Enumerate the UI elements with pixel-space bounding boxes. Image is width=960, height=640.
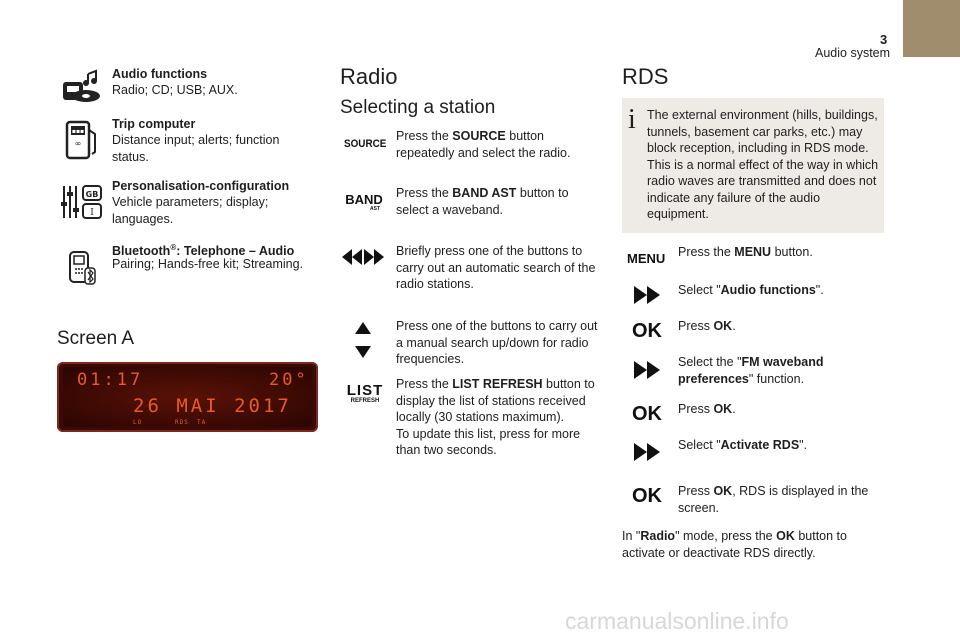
feature-title: Personalisation-configuration xyxy=(112,179,290,193)
double-arrow-icon xyxy=(634,286,662,309)
radio-step xyxy=(340,376,610,466)
page-number: 3 xyxy=(880,32,888,47)
step-text: Select "Audio functions". xyxy=(678,283,824,297)
feature-desc: Pairing; Hands-free kit; Streaming. xyxy=(112,257,304,271)
feature-audio xyxy=(60,66,310,108)
step-text: Press the SOURCE button repeatedly and select the radio. xyxy=(396,129,571,160)
music-note-icon xyxy=(60,68,102,111)
rds-step xyxy=(622,282,892,312)
rds-step xyxy=(622,483,892,519)
rds-step xyxy=(622,244,892,274)
step-text: Press OK. xyxy=(678,402,736,416)
step-text: Press the LIST REFRESH button to display the list of stations received locally (30 stations maximum). To update this list, press for more than two seconds. xyxy=(396,377,595,457)
step-text: Press the BAND AST button to select a waveband. xyxy=(396,186,569,217)
rds-step xyxy=(622,318,892,348)
fuel-pump-icon xyxy=(62,118,100,167)
display-temp: 20° xyxy=(269,370,309,390)
feature-trip xyxy=(60,116,310,168)
feature-desc: Distance input; alerts; function status. xyxy=(112,133,280,164)
settings-sliders-icon xyxy=(60,182,104,227)
band-ast-button-icon: BAND AST xyxy=(345,192,383,212)
feature-title: Bluetooth®: Telephone – Audio xyxy=(112,243,295,259)
feature-bluetooth xyxy=(60,240,320,286)
feature-title: Audio functions xyxy=(112,67,208,81)
step-text: Select "Activate RDS". xyxy=(678,438,808,452)
radio-step xyxy=(340,318,610,368)
display-date: 26 MAI 2017 xyxy=(133,395,292,417)
rds-step xyxy=(622,354,892,390)
rds-step xyxy=(622,401,892,431)
display-time: 01:17 xyxy=(77,370,144,390)
seek-buttons-icon xyxy=(340,249,386,270)
section-tab xyxy=(903,0,960,57)
step-text: Briefly press one of the buttons to carry out an automatic search of the radio stations. xyxy=(396,244,596,291)
double-arrow-icon xyxy=(634,361,662,384)
feature-desc: Radio; CD; USB; AUX. xyxy=(112,83,238,97)
svg-text:GB: GB xyxy=(85,190,99,199)
step-text: Press the MENU button. xyxy=(678,245,813,259)
radio-step xyxy=(340,128,610,168)
section-title: Audio system xyxy=(815,46,891,60)
rds-title: RDS xyxy=(622,64,669,89)
display-indicator-rds: RDS xyxy=(175,419,189,426)
info-note xyxy=(622,98,884,233)
step-text: Press OK. xyxy=(678,319,736,333)
phone-icon xyxy=(68,250,98,291)
menu-button-icon: MENU xyxy=(627,251,666,266)
svg-text:▪▪▪: ▪▪▪ xyxy=(71,128,85,135)
feature-title: Trip computer xyxy=(112,117,196,131)
rds-footer-text: In "Radio" mode, press the OK button to activate or deactivate RDS directly. xyxy=(622,529,847,560)
ok-button-icon: OK xyxy=(632,320,662,342)
radio-step xyxy=(340,243,610,293)
svg-text:∞: ∞ xyxy=(74,139,82,148)
display-indicator-ta: TA xyxy=(197,419,207,426)
radio-title: Radio xyxy=(340,64,398,89)
ok-button-icon: OK xyxy=(632,485,662,507)
up-down-buttons-icon xyxy=(355,322,371,363)
list-refresh-button-icon: LIST REFRESH xyxy=(346,382,384,404)
radio-step xyxy=(340,185,610,225)
svg-text:I: I xyxy=(90,208,94,218)
screen-a-display xyxy=(57,362,318,432)
feature-desc: Vehicle parameters; display; languages. xyxy=(112,195,269,226)
step-text: Press OK, RDS is displayed in the screen. xyxy=(678,484,869,515)
feature-personalisation xyxy=(60,176,320,228)
step-text: Select the "FM waveband preferences" function. xyxy=(678,355,824,386)
radio-subtitle: Selecting a station xyxy=(340,97,496,118)
info-note-text: The external environment (hills, buildings, tunnels, basement car parks, etc.) may block reception, including in RDS mode. This is a normal effect of the way in which radio waves are transmitted and does not indicate any failure of the audio equipment. xyxy=(647,108,879,221)
step-text: Press one of the buttons to carry out a manual search up/down for radio frequencies. xyxy=(396,319,598,366)
rds-step xyxy=(622,437,892,467)
display-indicator-lo: LO xyxy=(133,419,143,426)
source-button-icon: SOURCE xyxy=(344,138,387,150)
info-icon: i xyxy=(628,104,636,135)
double-arrow-icon xyxy=(634,443,662,466)
watermark: carmanualsonline.info xyxy=(565,608,789,634)
ok-button-icon: OK xyxy=(632,403,662,425)
screen-a-heading: Screen A xyxy=(57,328,135,349)
